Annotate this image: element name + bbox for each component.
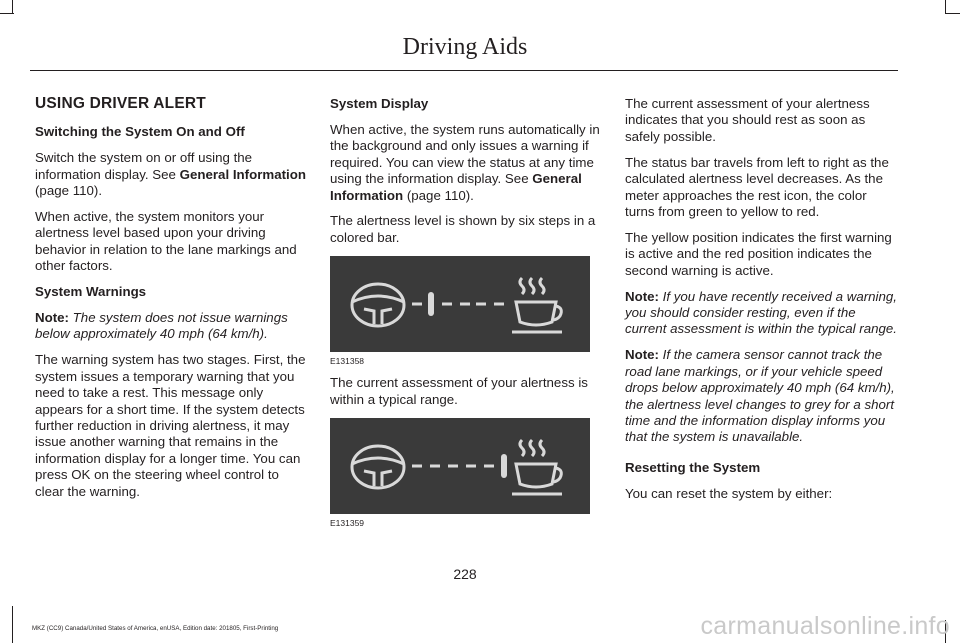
paragraph (35, 150, 309, 199)
note-text: If the camera sensor cannot track the road lane markings, or if your vehicle speed drops below approximately 40 mph (64 km/h), the alertness level changes to grey for a short time and the information display informs you that the system is unavailable. (625, 347, 895, 445)
subheading-switching: Switching the System On and Off (35, 124, 245, 140)
note-label: Note: (625, 288, 659, 304)
alertness-display-graphic (330, 256, 590, 352)
page-title: Driving Aids (402, 34, 528, 60)
paragraph: The alertness level is shown by six steps in a colored bar. (330, 213, 596, 245)
figure-code: E131358 (330, 355, 365, 366)
paragraph: The warning system has two stages. First, the system issues a temporary warning that you need to take a rest. This message only appears for a short time. If the system detects further reduction in driving alertness, it may issue another warning that remains in the information display for a longer time. You can press OK on the steering wheel control to clear the warning. (35, 352, 306, 499)
subheading-resetting: Resetting the System (625, 459, 761, 475)
crop-mark (0, 13, 14, 14)
steering-wheel-icon (352, 446, 404, 488)
note (625, 289, 897, 338)
alertness-figure-1 (330, 256, 590, 352)
note (625, 347, 897, 445)
alertness-display-graphic (330, 418, 590, 514)
coffee-cup-icon (512, 440, 562, 494)
text: (page 110). (35, 183, 103, 199)
note-text: If you have recently received a warning, you should consider resting, even if the current assessment is within the typical range. (625, 288, 897, 337)
subheading-system-display: System Display (330, 96, 429, 111)
general-information-link[interactable]: General Information (330, 171, 582, 203)
general-information-link[interactable]: General Information (179, 166, 306, 182)
alertness-bar (412, 454, 507, 478)
note-label: Note: (625, 347, 659, 363)
text: Switch the system on or off using the information display. See (35, 150, 253, 182)
subheading-system-warnings: System Warnings (35, 284, 147, 300)
paragraph: The current assessment of your alertness is within a typical range. (330, 375, 588, 407)
note (35, 310, 309, 343)
section-heading: USING DRIVER ALERT (35, 95, 206, 112)
steering-wheel-icon (352, 284, 404, 326)
paragraph: You can reset the system by either: (625, 485, 833, 501)
header-rule (30, 70, 898, 71)
alertness-figure-2 (330, 418, 590, 514)
figure-code: E131359 (330, 517, 365, 528)
page-number: 228 (453, 566, 477, 582)
coffee-cup-icon (512, 278, 562, 332)
footer-edition: MKZ (CC9) Canada/United States of America, enUSA, Edition date: 201805, First-Printing (32, 625, 279, 632)
paragraph (330, 122, 602, 204)
column-2 (330, 96, 602, 537)
crop-mark (945, 0, 946, 14)
watermark: carmanualsonline.info (700, 612, 950, 640)
column-3 (625, 96, 897, 512)
text: (page 110). (403, 187, 474, 203)
note-label: Note: (35, 310, 69, 326)
alertness-bar (412, 292, 504, 316)
column-1 (35, 96, 309, 510)
paragraph: The status bar travels from left to right as the calculated alertness level decreases. As the meter approaches the rest icon, the color turns from green to yellow to red. (625, 154, 889, 219)
paragraph: The yellow position indicates the first warning is active and the red position indicates the second warning is active. (625, 229, 892, 278)
crop-mark (12, 606, 13, 643)
paragraph: The current assessment of your alertness indicates that you should rest as soon as safely possible. (625, 96, 870, 144)
note-text: The system does not issue warnings below approximately 40 mph (64 km/h). (35, 310, 288, 342)
crop-mark (945, 13, 960, 14)
text: When active, the system runs automatically in the background and only issues a warning if required. You can view the status at any time using the information display. See (330, 121, 600, 187)
paragraph: When active, the system monitors your alertness level based upon your driving behavior in relation to the lane markings and other factors. (35, 209, 297, 274)
crop-mark (12, 0, 13, 14)
